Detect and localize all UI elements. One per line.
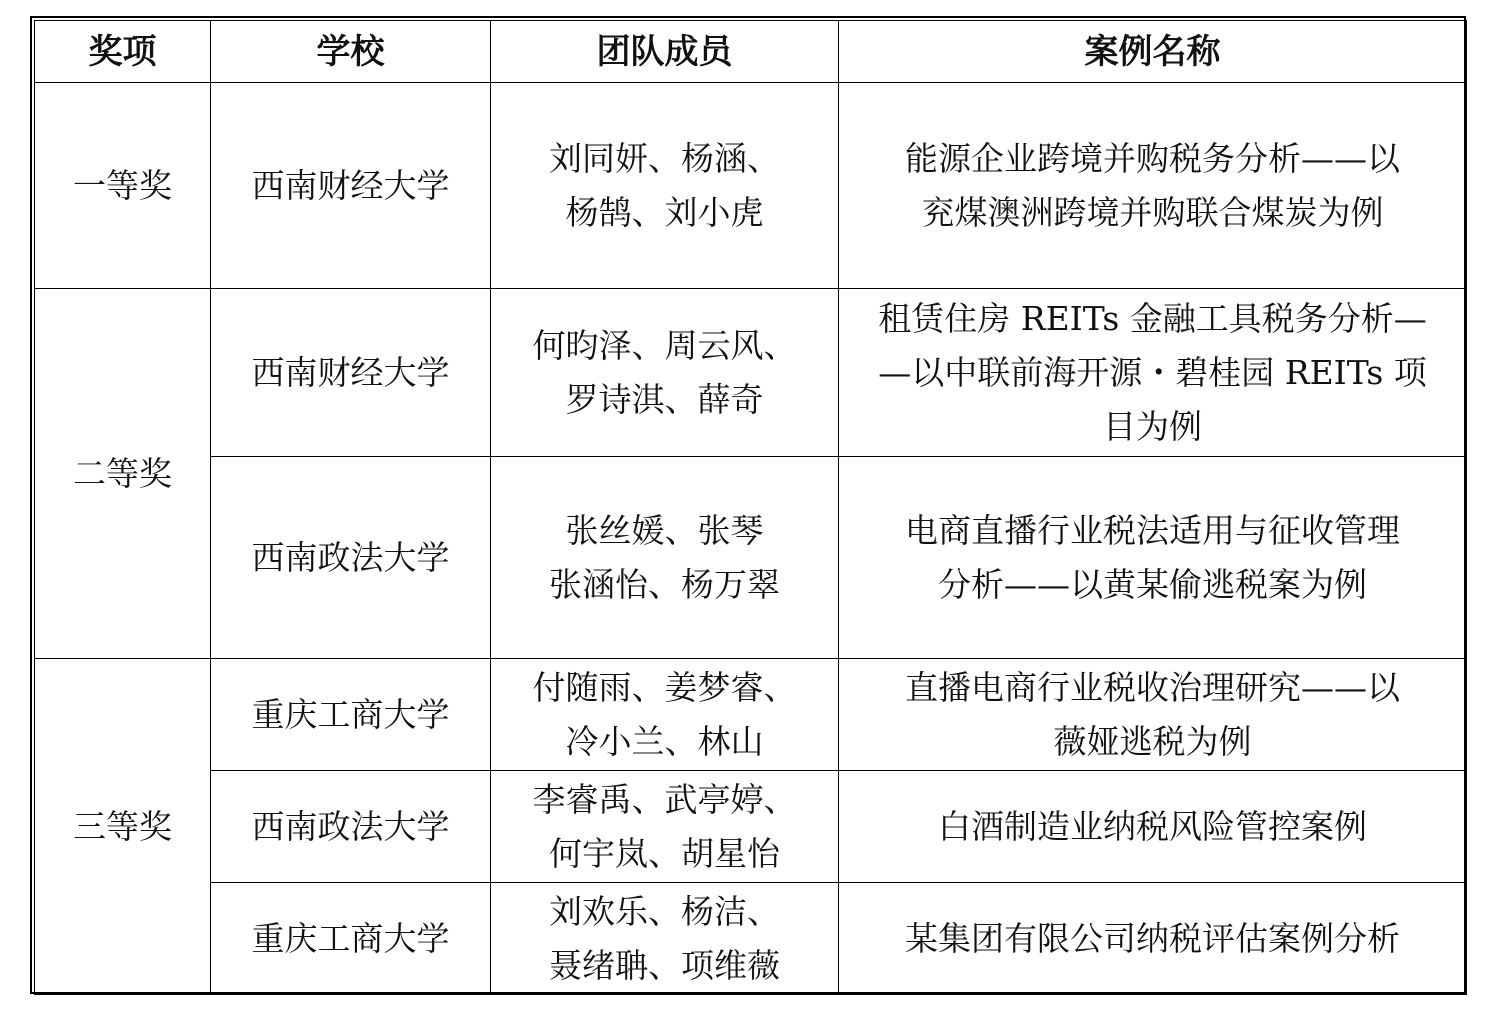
case-cell: 白酒制造业纳税风险管控案例: [839, 771, 1467, 883]
school-cell: 西南财经大学: [211, 83, 491, 289]
school-cell: 西南财经大学: [211, 289, 491, 457]
table-row: [35, 457, 1467, 659]
award-third: 三等奖: [35, 659, 211, 995]
members-cell: 张丝媛、张琴 张涵怡、杨万翠: [491, 457, 839, 659]
case-cell: 直播电商行业税收治理研究——以 薇娅逃税为例: [839, 659, 1467, 771]
members-cell: 李睿禹、武亭婷、 何宇岚、胡星怡: [491, 771, 839, 883]
table-row: [35, 659, 1467, 771]
header-members: 团队成员: [491, 21, 839, 83]
members-cell: 付随雨、姜梦睿、 冷小兰、林山: [491, 659, 839, 771]
members-cell: 何昀泽、周云风、 罗诗淇、薛奇: [491, 289, 839, 457]
table-row: [35, 289, 1467, 457]
award-first: 一等奖: [35, 83, 211, 289]
school-cell: 西南政法大学: [211, 457, 491, 659]
members-cell: 刘同妍、杨涵、 杨鹄、刘小虎: [491, 83, 839, 289]
header-row: [35, 21, 1467, 83]
school-cell: 重庆工商大学: [211, 659, 491, 771]
awards-table-frame: [30, 16, 1466, 994]
case-cell: 某集团有限公司纳税评估案例分析: [839, 883, 1467, 995]
table-row: [35, 771, 1467, 883]
case-cell: 租赁住房 REITs 金融工具税务分析— —以中联前海开源・碧桂园 REITs 项 目为例: [839, 289, 1467, 457]
school-cell: 重庆工商大学: [211, 883, 491, 995]
members-cell: 刘欢乐、杨洁、 聂绪聃、项维薇: [491, 883, 839, 995]
table-row: [35, 883, 1467, 995]
case-cell: 电商直播行业税法适用与征收管理 分析——以黄某偷逃税案为例: [839, 457, 1467, 659]
case-cell: 能源企业跨境并购税务分析——以 兖煤澳洲跨境并购联合煤炭为例: [839, 83, 1467, 289]
header-school: 学校: [211, 21, 491, 83]
school-cell: 西南政法大学: [211, 771, 491, 883]
table-row: [35, 83, 1467, 289]
header-case: 案例名称: [839, 21, 1467, 83]
awards-table: [34, 20, 1467, 995]
award-second: 二等奖: [35, 289, 211, 659]
header-award: 奖项: [35, 21, 211, 83]
